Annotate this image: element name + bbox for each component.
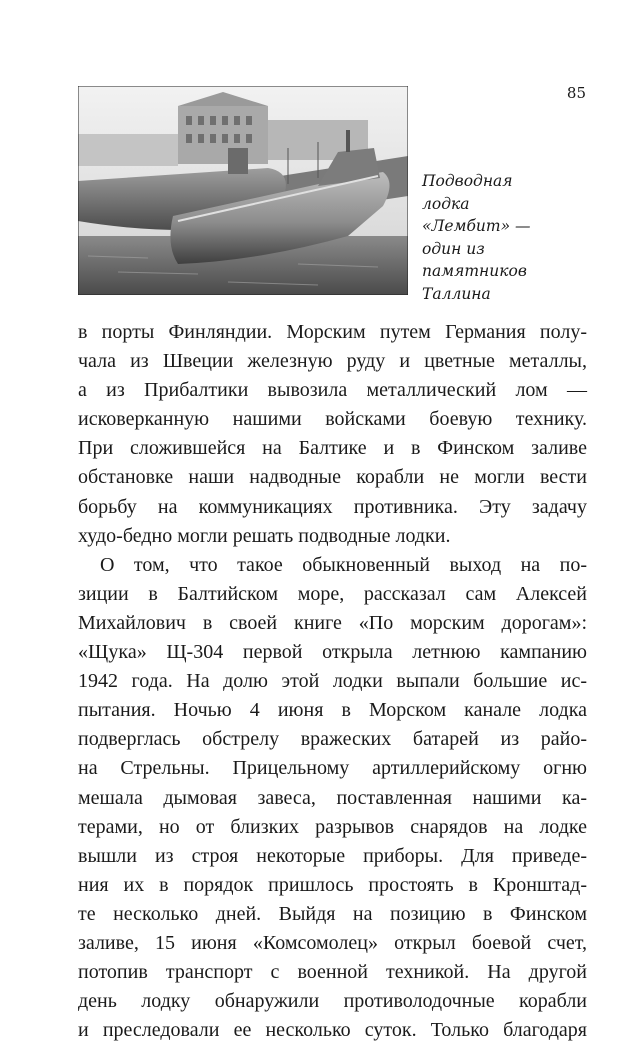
text-line: в порты Финляндии. Морским путем Германия полу-: [78, 321, 587, 343]
text-line: а из Прибалтики вывозила металлический лом —: [78, 379, 587, 402]
text-line: исковерканную нашими войсками боевую технику.: [78, 408, 587, 431]
text-line: на Стрельны. Прицельному артиллерийскому огню: [78, 757, 587, 780]
photo-caption: [422, 170, 582, 305]
text-line: худо-бедно могли решать подводные лодки.: [78, 524, 451, 547]
text-line: «Щука» Щ-304 первой открыла летнюю кампанию: [78, 641, 587, 664]
text-line: день лодку обнаружили противолодочные корабли: [78, 990, 587, 1013]
text-line: 1942 года. На долю этой лодки выпали большие ис-: [78, 670, 587, 693]
text-line: Михайлович в своей книге «По морским дорогам»:: [78, 611, 587, 634]
page-number: 85: [566, 84, 586, 102]
text-line: мешала дымовая завеса, поставленная нашими ка-: [78, 786, 587, 809]
text-line: потопив транспорт с военной техникой. На другой: [78, 961, 587, 984]
caption-line: лодка: [422, 194, 470, 213]
submarine-photo: [78, 86, 408, 295]
body-text: [78, 318, 587, 1045]
text-line: терами, но от близких разрывов снарядов на лодке: [78, 815, 587, 838]
text-line: подверглась обстрелу вражеских батарей из райо-: [78, 728, 587, 751]
text-line: те несколько дней. Выйдя на позицию в Финском: [78, 902, 587, 925]
text-line: вышли из строя некоторые приборы. Для приведе-: [78, 844, 587, 867]
text-line: и преследовали ее несколько суток. Только благодаря: [78, 1019, 587, 1042]
text-line: борьбу на коммуникациях противника. Эту задачу: [78, 495, 587, 518]
text-line: ния их в порядок пришлось простоять в Кронштад-: [78, 873, 587, 896]
text-line: пытания. Ночью 4 июня в Морском канале лодка: [78, 699, 587, 722]
caption-line: один из: [422, 239, 485, 258]
caption-line: «Лембит» —: [422, 217, 531, 235]
text-line: зиции в Балтийском море, рассказал сам Алексей: [78, 582, 587, 605]
text-line: заливе, 15 июня «Комсомолец» открыл боевой счет,: [78, 931, 587, 954]
caption-line: Подводная: [422, 172, 513, 190]
text-line: обстановке наши надводные корабли не могли вести: [78, 466, 587, 489]
caption-line: Таллина: [422, 284, 491, 303]
text-line: чала из Швеции железную руду и цветные металлы,: [78, 350, 587, 373]
text-line: При сложившейся на Балтике и в Финском заливе: [78, 437, 587, 460]
caption-line: памятников: [422, 262, 527, 280]
text-line: О том, что такое обыкновенный выход на по-: [100, 553, 587, 576]
